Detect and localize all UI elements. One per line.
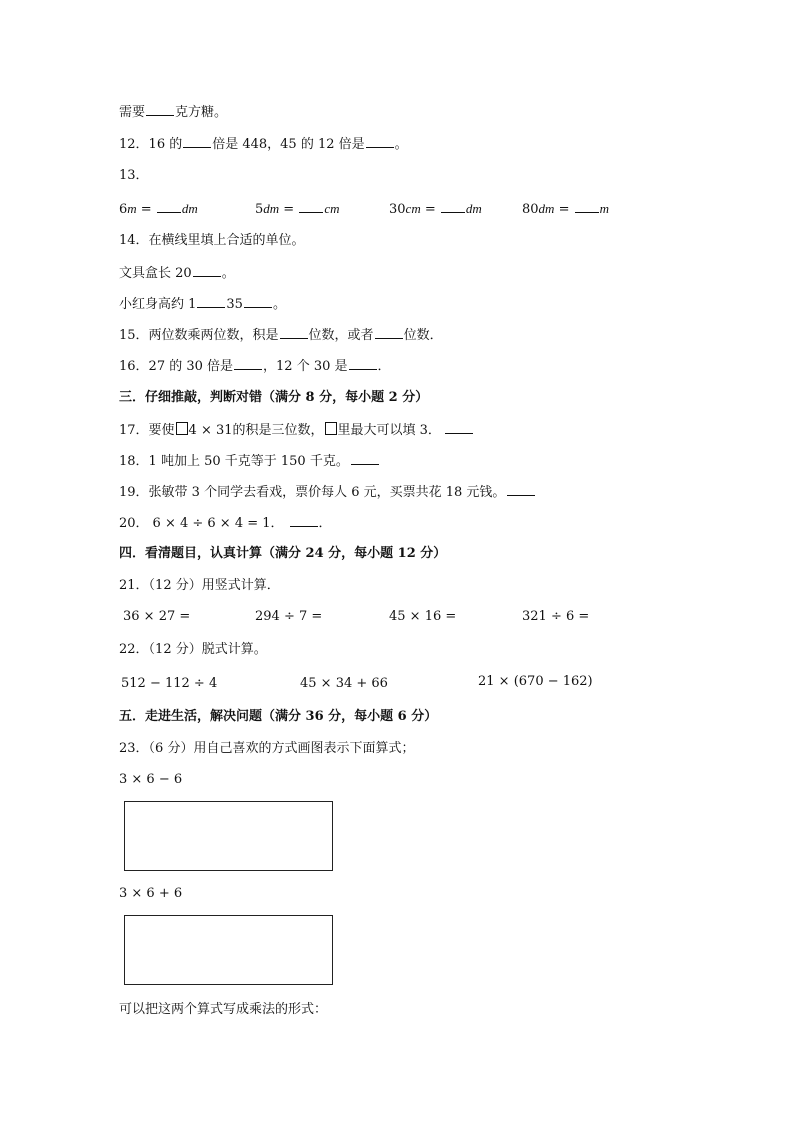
q22-item-3: 21 × (670 − 162) (478, 674, 593, 689)
q15-text-b: 位数，或者 (308, 328, 374, 343)
q11-text-after: 克方糖。 (175, 105, 228, 120)
section-4-heading: 四．看清题目，认真计算（满分 24 分，每小题 12 分） (119, 546, 447, 561)
q20-answer-blank[interactable] (290, 514, 318, 527)
placeholder-box-icon (176, 422, 188, 435)
question-15 (119, 326, 443, 345)
q13-item-3-equals: = (420, 202, 440, 217)
question-16 (119, 357, 391, 376)
q17-answer-blank[interactable] (445, 421, 473, 434)
q18-answer-blank[interactable] (351, 452, 379, 465)
q14-line-1-blank[interactable] (193, 264, 221, 277)
q13-item-1-value: 6 (119, 202, 128, 217)
question-14-title: 14．在横线里填上合适的单位。 (119, 233, 305, 248)
q13-item-4-unit-from: dm (538, 201, 555, 216)
q16-text-c: ． (377, 359, 391, 374)
q12-blank-1[interactable] (183, 135, 211, 148)
q13-item-1-unit-from: m (127, 201, 137, 216)
q13-item-3-unit-to: dm (465, 201, 482, 216)
q12-blank-2[interactable] (366, 135, 394, 148)
q20-text-b: ． (270, 516, 284, 531)
q14-line-2-blank-1[interactable] (197, 295, 225, 308)
q20-text-c: ． (318, 516, 332, 531)
q11-tail (119, 103, 227, 122)
q16-blank-2[interactable] (349, 357, 377, 370)
q19-answer-blank[interactable] (507, 483, 535, 496)
q11-text-before: 需要 (119, 105, 146, 120)
q14-line-2 (119, 295, 286, 314)
q17-text-c: 里最大可以填 3． (337, 423, 441, 438)
q15-blank-1[interactable] (280, 326, 308, 339)
q23-drawing-box-2[interactable] (124, 915, 333, 985)
q19-text: 19．张敏带 3 个同学去看戏，票价每人 6 元，买票共花 18 元钱。 (119, 485, 506, 500)
q14-line-2-text-b: 35 (226, 297, 243, 312)
q21-item-3: 45 × 16 = (389, 609, 457, 624)
q23-footer: 可以把这两个算式写成乘法的形式： (119, 1002, 328, 1017)
section-5-heading: 五．走进生活，解决问题（满分 36 分，每小题 6 分） (119, 709, 438, 724)
q13-item-2-equals: = (279, 202, 299, 217)
q14-line-1 (119, 264, 235, 283)
q14-line-2-text-a: 小红身高约 1 (119, 297, 197, 312)
q20-label: 20． (119, 516, 149, 531)
q21-item-2: 294 ÷ 7 = (255, 609, 323, 624)
q13-item-4 (522, 200, 609, 219)
section-3-heading: 三．仔细推敲，判断对错（满分 8 分，每小题 2 分） (119, 390, 429, 405)
q17-text-a: 17．要使 (119, 423, 175, 438)
q16-text-b: ，12 个 30 是 (263, 359, 348, 374)
q12-text-c: 。 (394, 137, 408, 152)
q23-expression-2: 3 × 6 + 6 (119, 886, 183, 901)
q23-drawing-box-1[interactable] (124, 801, 333, 871)
q23-expression-1: 3 × 6 − 6 (119, 772, 183, 787)
q12-text-a: 12．16 的 (119, 137, 183, 152)
placeholder-box-icon (325, 422, 337, 435)
q13-item-2-blank[interactable] (299, 200, 323, 213)
q16-text-a: 16．27 的 30 倍是 (119, 359, 234, 374)
q21-item-4: 321 ÷ 6 = (522, 609, 590, 624)
q13-item-4-equals: = (554, 202, 574, 217)
q22-item-2: 45 × 34 + 66 (300, 676, 388, 691)
q11-blank[interactable] (146, 103, 174, 116)
q15-text-a: 15．两位数乘两位数，积是 (119, 328, 279, 343)
question-17 (119, 421, 474, 440)
q13-item-3 (389, 200, 482, 219)
question-22-title: 22．（12 分）脱式计算。 (119, 642, 267, 657)
q13-item-1-unit-to: dm (181, 201, 198, 216)
q13-item-2-unit-to: cm (324, 201, 340, 216)
q13-item-2 (255, 200, 340, 219)
q13-item-3-blank[interactable] (441, 200, 465, 213)
q13-item-3-unit-from: cm (405, 201, 421, 216)
q13-item-4-unit-to: m (599, 201, 609, 216)
question-19 (119, 483, 536, 502)
q13-item-2-unit-from: dm (263, 201, 280, 216)
q15-blank-2[interactable] (375, 326, 403, 339)
q12-text-b: 倍是 448，45 的 12 倍是 (212, 137, 365, 152)
q15-text-c: 位数． (403, 328, 443, 343)
q14-line-1-text-b: 。 (221, 266, 235, 281)
q14-line-1-text-a: 文具盒长 20 (119, 266, 192, 281)
q20-expression: 6 × 4 ÷ 6 × 4 = 1 (152, 516, 271, 531)
q21-item-1: 36 × 27 = (123, 609, 191, 624)
question-18 (119, 452, 380, 471)
question-21-title: 21．（12 分）用竖式计算． (119, 578, 280, 593)
q18-text: 18．1 吨加上 50 千克等于 150 千克。 (119, 454, 349, 469)
question-23-title: 23．（6 分）用自己喜欢的方式画图表示下面算式； (119, 741, 415, 756)
q13-item-4-value: 80 (522, 202, 539, 217)
q13-item-1 (119, 200, 198, 219)
question-12 (119, 135, 408, 154)
q22-item-1: 512 − 112 ÷ 4 (121, 676, 218, 691)
q14-line-2-text-c: 。 (272, 297, 286, 312)
q13-item-4-blank[interactable] (575, 200, 599, 213)
question-20 (119, 514, 332, 533)
q17-text-b: 4 × 31的积是三位数， (188, 423, 324, 438)
q13-item-1-equals: = (136, 202, 156, 217)
q14-line-2-blank-2[interactable] (244, 295, 272, 308)
question-13-label: 13． (119, 168, 149, 183)
q13-item-3-value: 30 (389, 202, 406, 217)
q13-item-1-blank[interactable] (157, 200, 181, 213)
q16-blank-1[interactable] (234, 357, 262, 370)
q13-item-2-value: 5 (255, 202, 264, 217)
